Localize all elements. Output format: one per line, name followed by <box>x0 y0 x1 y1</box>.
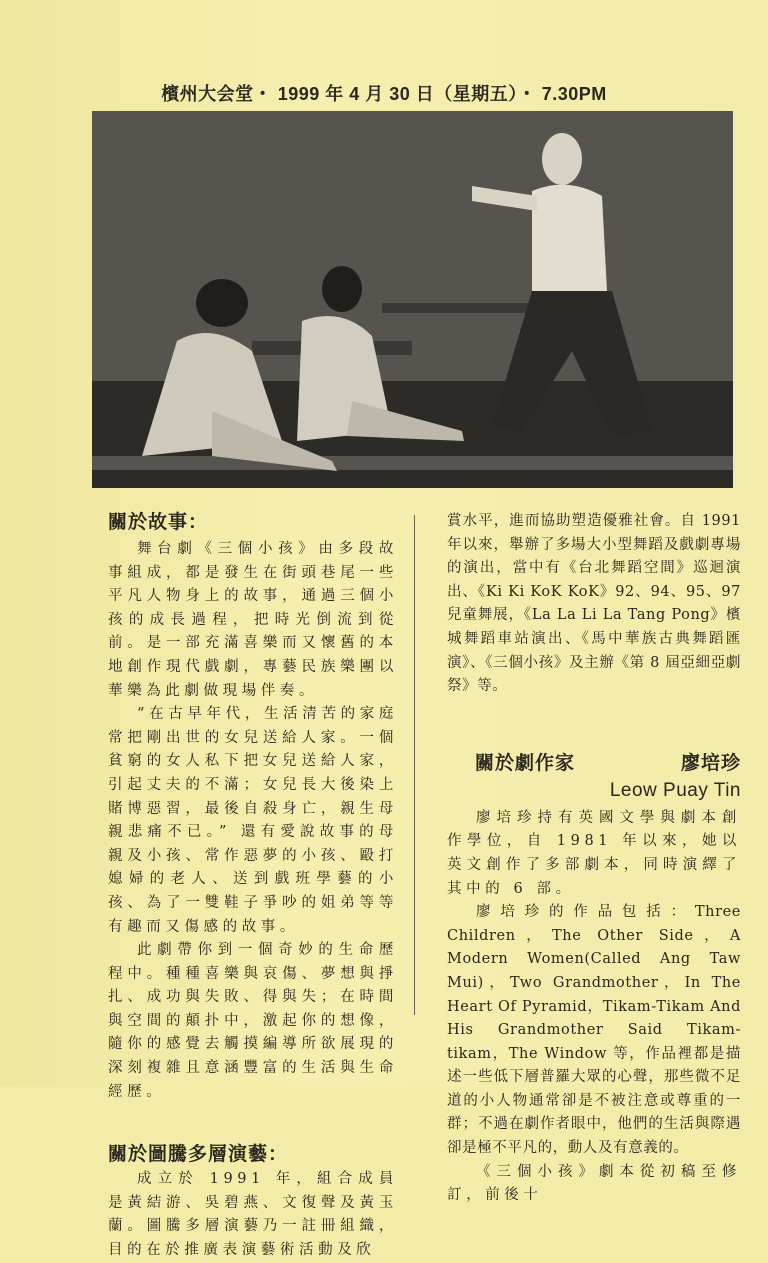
playwright-paragraph: 廖培珍持有英國文學與劇本創作學位，自 1981 年以來，她以英文創作了多部劇本，同時演繹了其中的 6 部。 <box>447 809 741 897</box>
photo-illustration <box>92 111 733 488</box>
story-heading: 關於故事： <box>108 512 209 533</box>
column-divider <box>414 515 415 1015</box>
playwright-paragraph: 《三個小孩》劇本從初稿至修訂，前後十 <box>447 1163 741 1204</box>
playwright-heading: 關於劇作家 <box>475 752 576 774</box>
story-paragraph: 舞台劇《三個小孩》由多段故事組成，都是發生在街頭巷尾一些平凡人物身上的故事，通過三個小孩的成長過程，把時光倒流到從前。是一部充滿喜樂而又懷舊的本地創作現代戲劇，專藝民族樂團以華樂為此劇做現場伴奏。 <box>108 541 398 699</box>
story-paragraph: “在古早年代，生活清苦的家庭常把剛出世的女兒送給人家。一個貧窮的女人私下把女兒送給人家，引起丈夫的不滿；女兒長大後染上賭博惡習，最後自殺身亡，親生母親悲痛不已。” 還有愛說故事的母親及小孩、常作惡夢的小孩、毆打媳婦的老人、送到戲班學藝的小孩、為了一雙鞋子爭吵的姐弟等等有趣而又傷感的故事。 <box>108 706 398 935</box>
company-heading: 關於圖騰多層演藝： <box>108 1144 289 1166</box>
company-paragraph: 成立於 1991 年，組合成員是黃結游、吳碧燕、文復聲及黃玉蘭。圖騰多層演藝乃一註冊組織，目的在於推廣表演藝術活動及欣 <box>108 1171 398 1259</box>
playwright-name-en: Leow Puay Tin <box>609 779 741 801</box>
right-column <box>447 510 741 1208</box>
event-title: 檳州大会堂・ 1999 年 4 月 30 日（星期五）・ 7.30PM <box>161 84 607 104</box>
story-paragraph: 此劇帶你到一個奇妙的生命歷程中。種種喜樂與哀傷、夢想與掙扎、成功與失敗、得與失；在時間與空間的顛扑中，激起你的想像，隨你的感覺去觸摸編導所欲展現的深刻複雜且意涵豐富的生活與生命經歷。 <box>108 942 398 1100</box>
playwright-heading-row <box>447 751 741 777</box>
playwright-paragraph: 廖培珍的作品包括：Three Children，The Other Side，A Modern Women(Called Ang Taw Mui)，Two Grandmother，In The Heart Of Pyramid，Tikam-Tikam And His Grandmother Said Tikam-tikam，The Window 等，作品裡都是描述一些低下層普羅大眾的心聲，那些微不足道的小人物通常卻是不被注意或尊重的一群；不過在劇作者眼中，他們的生活與際遇卻是極不平凡的，動人及有意義的。 <box>447 904 741 1157</box>
left-column <box>108 510 398 1263</box>
company-paragraph-continued: 賞水平，進而協助塑造優雅社會。自 1991 年以來，舉辦了多場大小型舞蹈及戲劇專場的演出，當中有《台北舞蹈空間》巡迴演出、《Ki Ki KoK KoK》92、94、95、97 兒童舞展，《La La Li La Tang Pong》檳城舞蹈車站演出、《馬中華族古典舞蹈匯演》、《三個小孩》及主辦《第 8 屆亞細亞劇祭》等。 <box>447 513 741 695</box>
performance-photo <box>92 111 733 488</box>
playwright-name-zh: 廖培珍 <box>680 752 741 774</box>
